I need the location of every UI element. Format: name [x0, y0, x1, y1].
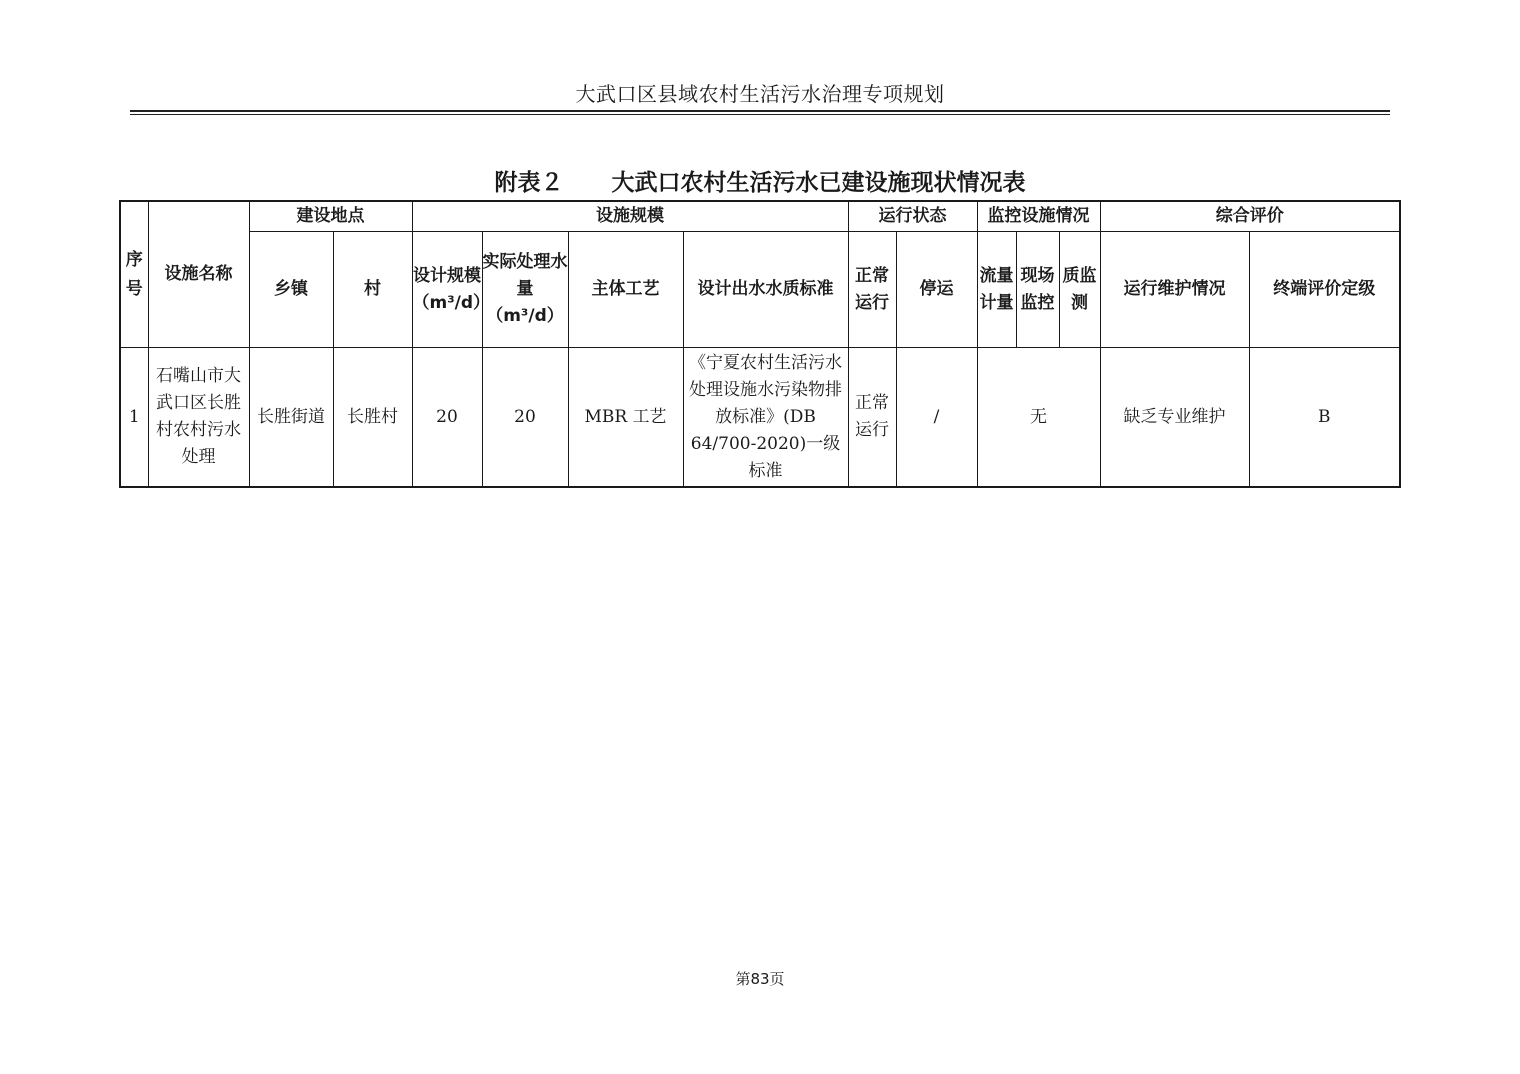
cell-monitoring: 无: [977, 348, 1100, 488]
cell-maintenance: 缺乏专业维护: [1100, 348, 1249, 488]
header-town: 乡镇: [249, 232, 333, 348]
table-title-text: 大武口农村生活污水已建设施现状情况表: [611, 170, 1026, 196]
header-normal: 正常运行: [848, 232, 896, 348]
header-process: 主体工艺: [568, 232, 683, 348]
header-maintenance: 运行维护情况: [1100, 232, 1249, 348]
header-village: 村: [333, 232, 412, 348]
cell-name: 石嘴山市大武口区长胜村农村污水处理: [148, 348, 249, 488]
header-rule-thin: [130, 114, 1390, 115]
group-evaluation: 综合评价: [1100, 201, 1400, 232]
group-status: 运行状态: [848, 201, 977, 232]
cell-process: MBR 工艺: [568, 348, 683, 488]
cell-village: 长胜村: [333, 348, 412, 488]
table-header-row-1: [120, 201, 1400, 232]
page-footer: [0, 968, 1520, 989]
table-title-prefix: 附表２: [494, 170, 564, 196]
page-number: 83: [750, 970, 770, 988]
header-name: 设施名称: [148, 201, 249, 348]
group-monitoring: 监控设施情况: [977, 201, 1100, 232]
group-scale: 设施规模: [412, 201, 848, 232]
header-grade: 终端评价定级: [1249, 232, 1400, 348]
table-row: [120, 348, 1400, 488]
table-header-row-2: [120, 232, 1400, 348]
cell-design-scale: 20: [412, 348, 482, 488]
header-actual-volume: 实际处理水量（m³/d）: [482, 232, 568, 348]
header-seq: 序号: [120, 201, 148, 348]
cell-grade: B: [1249, 348, 1400, 488]
header-rule-thick: [130, 110, 1390, 112]
header-stopped: 停运: [896, 232, 977, 348]
cell-standard: 《宁夏农村生活污水处理设施水污染物排放标准》(DB 64/700-2020)一级标准: [683, 348, 848, 488]
header-flow-meter: 流量计量: [977, 232, 1016, 348]
facility-status-table: [119, 200, 1401, 488]
group-location: 建设地点: [249, 201, 412, 232]
cell-actual-volume: 20: [482, 348, 568, 488]
cell-stopped: /: [896, 348, 977, 488]
header-design-scale: 设计规模（m³/d）: [412, 232, 482, 348]
header-standard: 设计出水水质标准: [683, 232, 848, 348]
page-suffix: 页: [769, 970, 785, 988]
table-title: [0, 164, 1520, 197]
header-onsite-monitor: 现场监控: [1016, 232, 1059, 348]
cell-normal: 正常运行: [848, 348, 896, 488]
cell-town: 长胜街道: [249, 348, 333, 488]
cell-seq: 1: [120, 348, 148, 488]
document-header: 大武口区县域农村生活污水治理专项规划: [575, 82, 945, 106]
header-quality-monitor: 质监测: [1059, 232, 1100, 348]
page-prefix: 第: [735, 970, 751, 988]
